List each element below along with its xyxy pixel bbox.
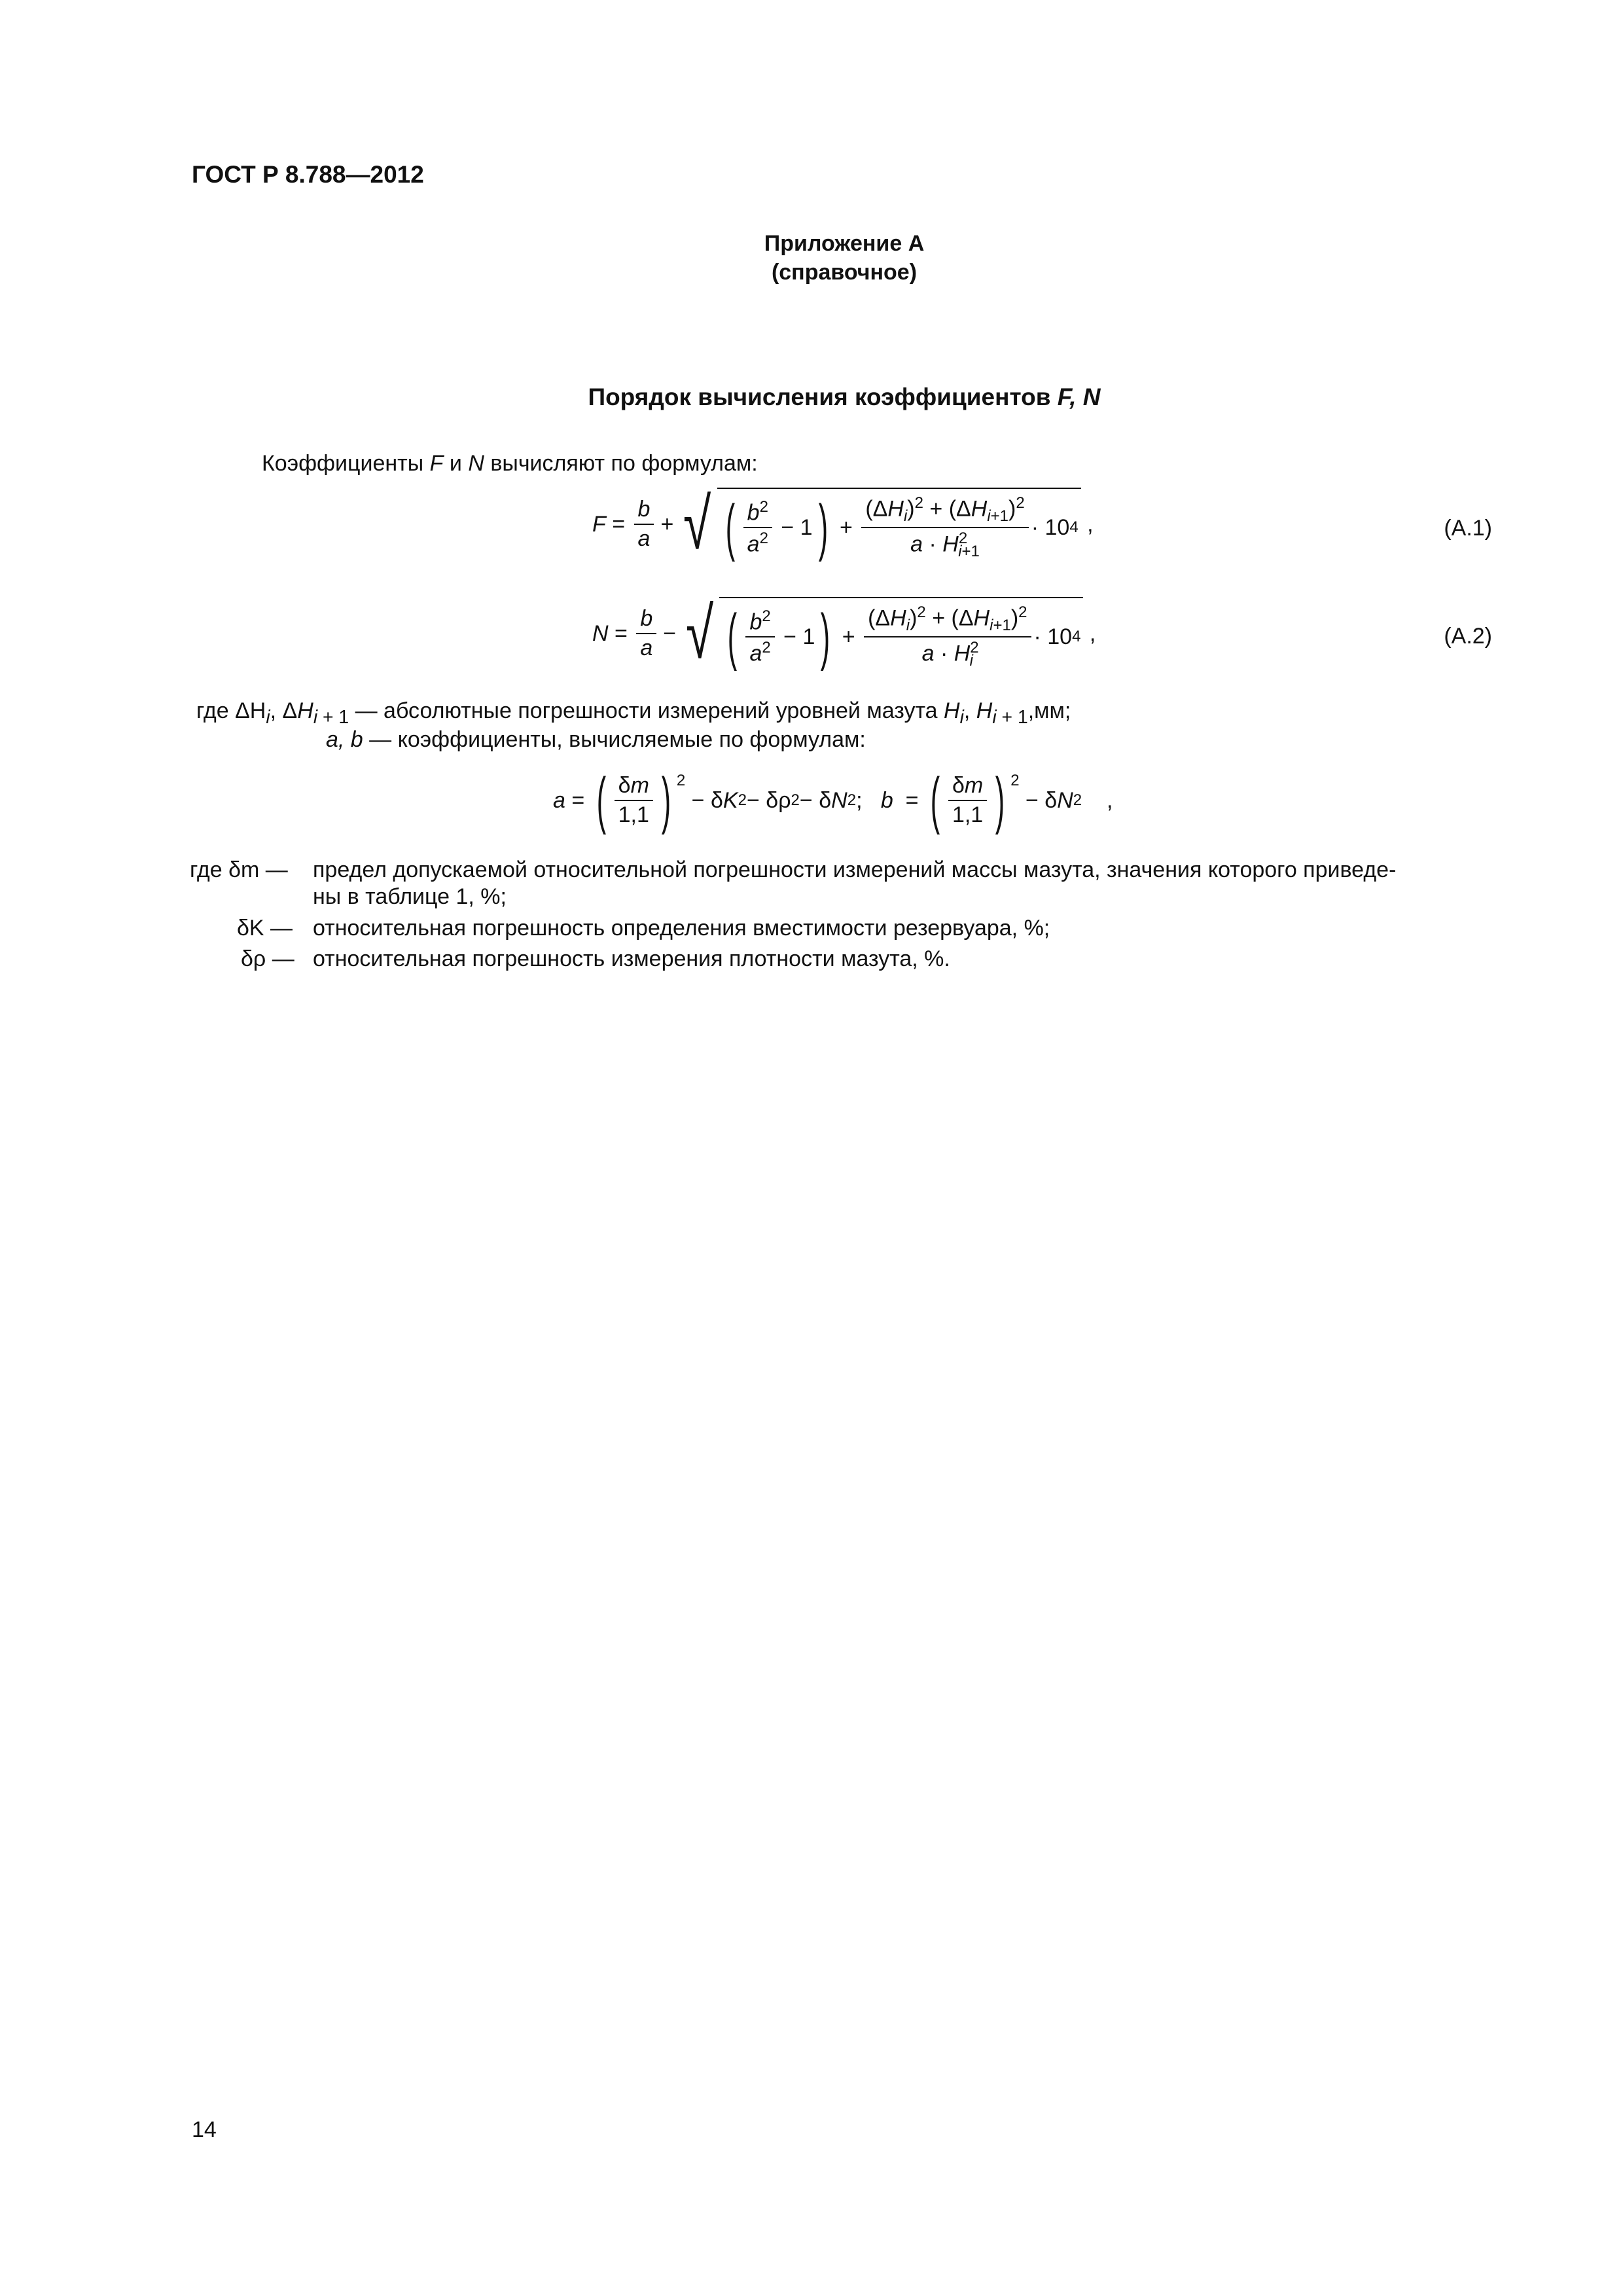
page-number: 14 <box>192 2117 217 2142</box>
defs1-line2-text: — коэффициенты, вычисляемые по формулам: <box>369 727 866 752</box>
definition-dk <box>237 915 1050 941</box>
intro-and: и <box>449 451 462 476</box>
equation-number-a2: (A.2) <box>1444 624 1492 649</box>
definition-dm <box>190 857 1499 883</box>
defs2-dk-text: относительная погрешность определения вместимости резервуара, %; <box>313 916 1050 941</box>
defs1-line2-vars: a, b <box>326 727 363 752</box>
document-header: ГОСТ Р 8.788—2012 <box>192 161 424 188</box>
intro-var-n: N <box>468 451 484 476</box>
equation-number-a1: (A.1) <box>1444 516 1492 541</box>
formula-a2-sign: − <box>663 620 677 646</box>
formula-a1: F = $\frac{b}{a}$ + √ ( $\frac{b^2}{a^2}$ − 1 ) + $\frac{(\Delta H_i)^2 + (\Delta H_{i+1})^2}{a \cdot H^2_{i+1}}$ · 10 4 , <box>592 484 1094 565</box>
section-title-text: Порядок вычисления коэффициентов <box>588 384 1051 410</box>
intro-prefix: Коэффициенты <box>262 451 424 476</box>
formula-a2-lhs: N <box>592 620 609 646</box>
formula-ab: a = ( $\frac{\delta m}{1,1}$ ) $^2$ − δ K 2 − δρ 2 − δ N 2 ; b = ( $\frac{\delta m}{1,1}$ ) $^2$ − δ N 2 , <box>553 765 1113 835</box>
definition-delta-h: где $\Delta H_i$, $\Delta H_{i + 1}$ — абсолютные погрешности измерений уровней мазута $H_i$, $H_{i + 1},мм$; <box>196 698 1071 728</box>
defs2-drho-label: δρ — <box>241 946 294 971</box>
formula-a2: N = $\frac{b}{a}$ − √ ( $\frac{b^2}{a^2}$ − 1 ) + $\frac{(\Delta H_i)^2 + (\Delta H_{i+1})^2}{a \cdot H^2_i}$ · 10 4 , <box>592 593 1096 674</box>
section-title <box>0 384 1623 411</box>
intro-text <box>262 450 758 476</box>
defs1-text: — абсолютные погрешности измерений уровней мазута <box>355 698 938 723</box>
defs2-dk-label: δK — <box>237 916 293 941</box>
defs2-dm-label: где δm — <box>190 857 288 882</box>
defs2-drho-text: относительная погрешность измерения плотности мазута, %. <box>313 946 950 971</box>
formula-a1-sqrt: √ ( $\frac{b^2}{a^2}$ − 1 ) + $\frac{(\Delta H_i)^2 + (\Delta H_{i+1})^2}{a \cdot H^2_{i+1}}$ · 10 4 <box>677 488 1080 561</box>
formula-a1-lhs: F <box>592 511 606 537</box>
definition-drho <box>241 946 950 972</box>
definition-ab <box>326 726 866 753</box>
formula-a2-sqrt: √ ( $\frac{b^2}{a^2}$ − 1 ) + $\frac{(\Delta H_i)^2 + (\Delta H_{i+1})^2}{a \cdot H^2_i}$ · 10 4 <box>680 597 1083 670</box>
defs1-units: ,мм; <box>1027 698 1071 723</box>
appendix-label: Приложение А <box>764 231 925 256</box>
intro-suffix: вычисляют по формулам: <box>490 451 758 476</box>
formula-a1-sign: + <box>660 511 674 537</box>
defs1-prefix: где ΔH <box>196 698 266 723</box>
defs2-dm-text1: предел допускаемой относительной погрешности измерений массы мазута, значения которого приведе- <box>313 857 1397 882</box>
appendix-kind: (справочное) <box>771 260 918 285</box>
definition-dm-cont: ны в таблице 1, %; <box>313 884 507 909</box>
section-title-vars: F, N <box>1057 384 1101 410</box>
intro-var-f: F <box>429 451 444 476</box>
